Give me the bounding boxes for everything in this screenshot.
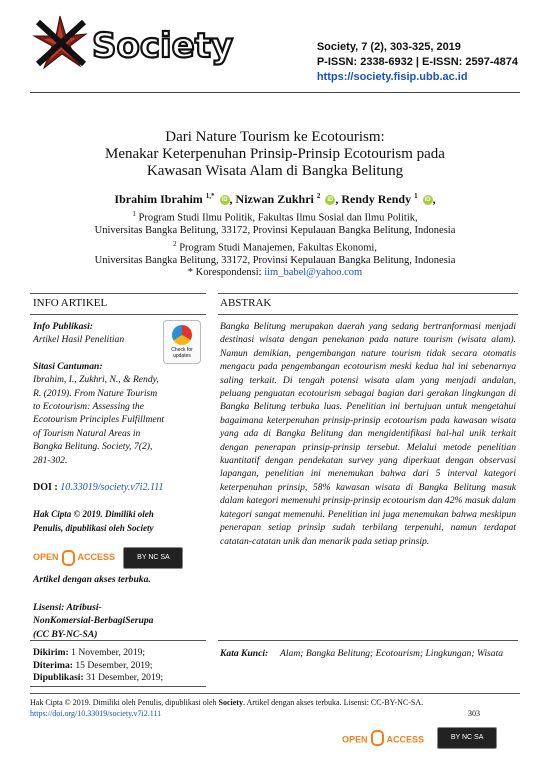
info-column (33, 320, 203, 641)
article-title (30, 129, 520, 180)
affiliations (30, 208, 520, 280)
published-label: Dipublikasi: (33, 672, 84, 683)
keywords-label: Kata Kunci: (220, 648, 269, 659)
journal-info (317, 40, 518, 85)
title-line: Kawasan Wisata Alam di Bangka Belitung (146, 163, 404, 179)
author-affil-sup: 1,* (205, 192, 215, 200)
open-access-badge (33, 547, 203, 569)
author-name: Nizwan Zukhri (235, 192, 314, 206)
info-heading: INFO ARTIKEL (33, 297, 108, 309)
footer (30, 697, 520, 719)
footer-doi-link[interactable]: https://doi.org/10.33019/society.v7i2.111 (30, 709, 162, 718)
open-access-label: OPEN (342, 734, 368, 745)
accepted-date: 15 Desember, 2019; (75, 659, 153, 671)
pub-info-label: Info Publikasi: (33, 321, 93, 332)
citation-text (33, 373, 203, 467)
license-line: (CC BY-NC-SA) (33, 628, 98, 640)
title-line: Menakar Keterpenuhan Prinsip-Prinsip Ecotourism pada (105, 146, 445, 162)
citation-line: Bangka Belitung. Society, 7(2), (33, 441, 153, 453)
published-date: 31 Desember, 2019; (86, 672, 164, 683)
open-access-label: ACCESS (77, 552, 116, 563)
footer-copyright: Hak Cipta © 2019. Dimiliki oleh Penulis, dipublikasi oleh (30, 698, 217, 707)
info-top-rule (30, 293, 206, 294)
citation-label: Sitasi Cantuman: (33, 360, 103, 372)
abstract-top-rule (218, 293, 518, 294)
pub-type: Artikel Hasil Penelitian (33, 334, 125, 346)
dates-bottom-rule (30, 686, 206, 687)
citation-line: R. (2019). From Nature Tourism (33, 387, 158, 399)
journal-logo (30, 12, 240, 74)
info-heading-rule (30, 314, 206, 315)
open-lock-icon (371, 730, 384, 746)
journal-issn: P-ISSN: 2338-6932 | E-ISSN: 2597-4874 (316, 56, 518, 68)
citation-line: to Ecotourism: Assessing the (33, 401, 144, 413)
open-access-label: ACCESS (386, 734, 425, 745)
copyright-line: Penulis, dipublikasi oleh Society (33, 522, 154, 533)
abstract-heading: ABSTRAK (220, 297, 272, 309)
abstract-heading-rule (218, 314, 518, 315)
check-updates-label: Check for updates (171, 347, 193, 359)
footer-journal-name: Society (218, 698, 243, 707)
dates (33, 647, 203, 685)
author-name: Rendy Rendy (341, 192, 412, 206)
orcid-icon[interactable]: iD (327, 197, 334, 204)
keywords-list: Alam; Bangka Belitung; Ecotourism; Lingkungan; Wisata (280, 648, 504, 659)
cc-license-icon[interactable]: BY NC SA (123, 547, 183, 569)
abstract-text: Bangka Belitung merupakan daerah yang sedang bertranformasi menjadi destinasi wisata dengan penekanan pada nature tourism (wisata alam). Namun demikian, pengembangan nature tourism tidak secara otomatis mengacu pada pengembangan ecotourism meski kedua hal ini sebenarnya saling terkait. Di tengah potensi wisata alam yang menjadi andalan, peluang penguatan ecotourism sebagai bagian dari gerakan lingkungan di Bangka Belitung terbuka luas. Penelitian ini bertujuan untuk mengetahui bagaimana keterpenuhan prinsip-prinsip ecotourism pada kawasan wisata yang ada di Bangka Belitung dan mengidentifikasi hal-hal unik terkait dengan penerapan prinsip-prinsip tersebut. Melalui metode penelitian kuantitatif dengan pendekatan survey yang diperkuat dengan observasi lapangan, penelitian ini menemukan bahwa dari 5 interval kategori keterpenuhan prinsip, 58% kawasan wisata di Bangka Belitung masuk dalam kategori memenuhi prinsip-prinsip ecotourism dan 42% masuk dalam kategori sangat memenuhi. Penelitian ini juga menemukan bahwa meskipun penerapan setiap prinsip sudah terbilang terpenuhi, namun terdapat catatan-catatan unik dan menarik pada setiap prinsip. (220, 321, 516, 547)
license-line: NonKomersial-BerbagiSerupa (33, 615, 154, 627)
affiliation-line: Universitas Bangka Belitung, 33172, Provinsi Kepulauan Bangka Belitung, Indonesia (94, 225, 456, 236)
citation-line: Ibrahim, I., Zukhri, N., & Rendy, (33, 374, 159, 386)
header-divider (30, 92, 520, 93)
received-label: Dikirim: (33, 647, 69, 658)
open-lock-icon (62, 550, 75, 566)
citation-line: Ecotourism Principles Fulfillment (33, 414, 165, 426)
footer-rule (30, 693, 520, 694)
affil-sup: 2 (173, 239, 177, 248)
affil-sup: 1 (132, 210, 136, 218)
author-affil-sup: 2 (316, 192, 321, 200)
title-line: Dari Nature Tourism ke Ecotourism: (165, 129, 385, 145)
check-for-updates-badge[interactable] (163, 320, 201, 364)
license-line: Lisensi: Atribusi- (33, 601, 102, 613)
orcid-icon[interactable]: iD (424, 197, 431, 204)
open-access-label: OPEN (33, 552, 59, 563)
keywords-block (220, 647, 516, 660)
orcid-icon[interactable]: iD (221, 197, 228, 204)
journal-wordmark: Society (92, 26, 234, 66)
keywords-rule (218, 640, 518, 641)
open-access-text: Artikel dengan akses terbuka. (33, 574, 151, 586)
footer-open-access-badge (342, 727, 497, 749)
footer-copyright-rest: . Artikel dengan akses terbuka. Lisensi: CC-BY-NC-SA. (242, 698, 424, 707)
journal-citation: Society, 7 (2), 303-325, 2019 (316, 41, 461, 53)
doi-label: DOI : (33, 482, 58, 494)
license-text (33, 601, 203, 641)
copyright-line: Hak Cipta © 2019. Dimiliki oleh (33, 509, 154, 520)
author-name: Ibrahim Ibrahim (114, 192, 203, 206)
dates-rule (30, 640, 206, 641)
doi-link[interactable]: 10.33019/society.v7i2.111 (60, 482, 164, 494)
journal-url-link[interactable]: https://society.fisip.ubb.ac.id (316, 71, 468, 83)
affiliation-line: Program Studi Ilmu Politik, Fakultas Ilmu Sosial dan Ilmu Politik, (138, 212, 418, 224)
cc-license-icon[interactable]: BY NC SA (437, 727, 497, 749)
received-date: 1 November, 2019; (71, 647, 146, 658)
correspondence-label: * Korespondensi: (187, 267, 262, 278)
author-affil-sup: 1 (414, 192, 418, 200)
citation-line: 281-302. (33, 454, 68, 466)
copyright-text (33, 508, 203, 535)
citation-line: of Tourism Natural Areas in (33, 427, 141, 439)
affiliation-line: Universitas Bangka Belitung, 33172, Provinsi Kepulauan Bangka Belitung, Indonesia (94, 254, 456, 266)
author-list: Ibrahim Ibrahim $^{1,*}$ iD , Nizwan Zukhri $^2$ iD , Rendy Rendy $^1$ iD , (114, 192, 436, 206)
page-number: 303 (468, 709, 480, 718)
check-updates-icon (172, 325, 192, 345)
accepted-label: Diterima: (33, 659, 73, 671)
affiliation-line: Program Studi Manajemen, Fakultas Ekonomi, (179, 242, 377, 253)
correspondence-email-link[interactable]: iim_babel@yahoo.com (264, 267, 363, 278)
